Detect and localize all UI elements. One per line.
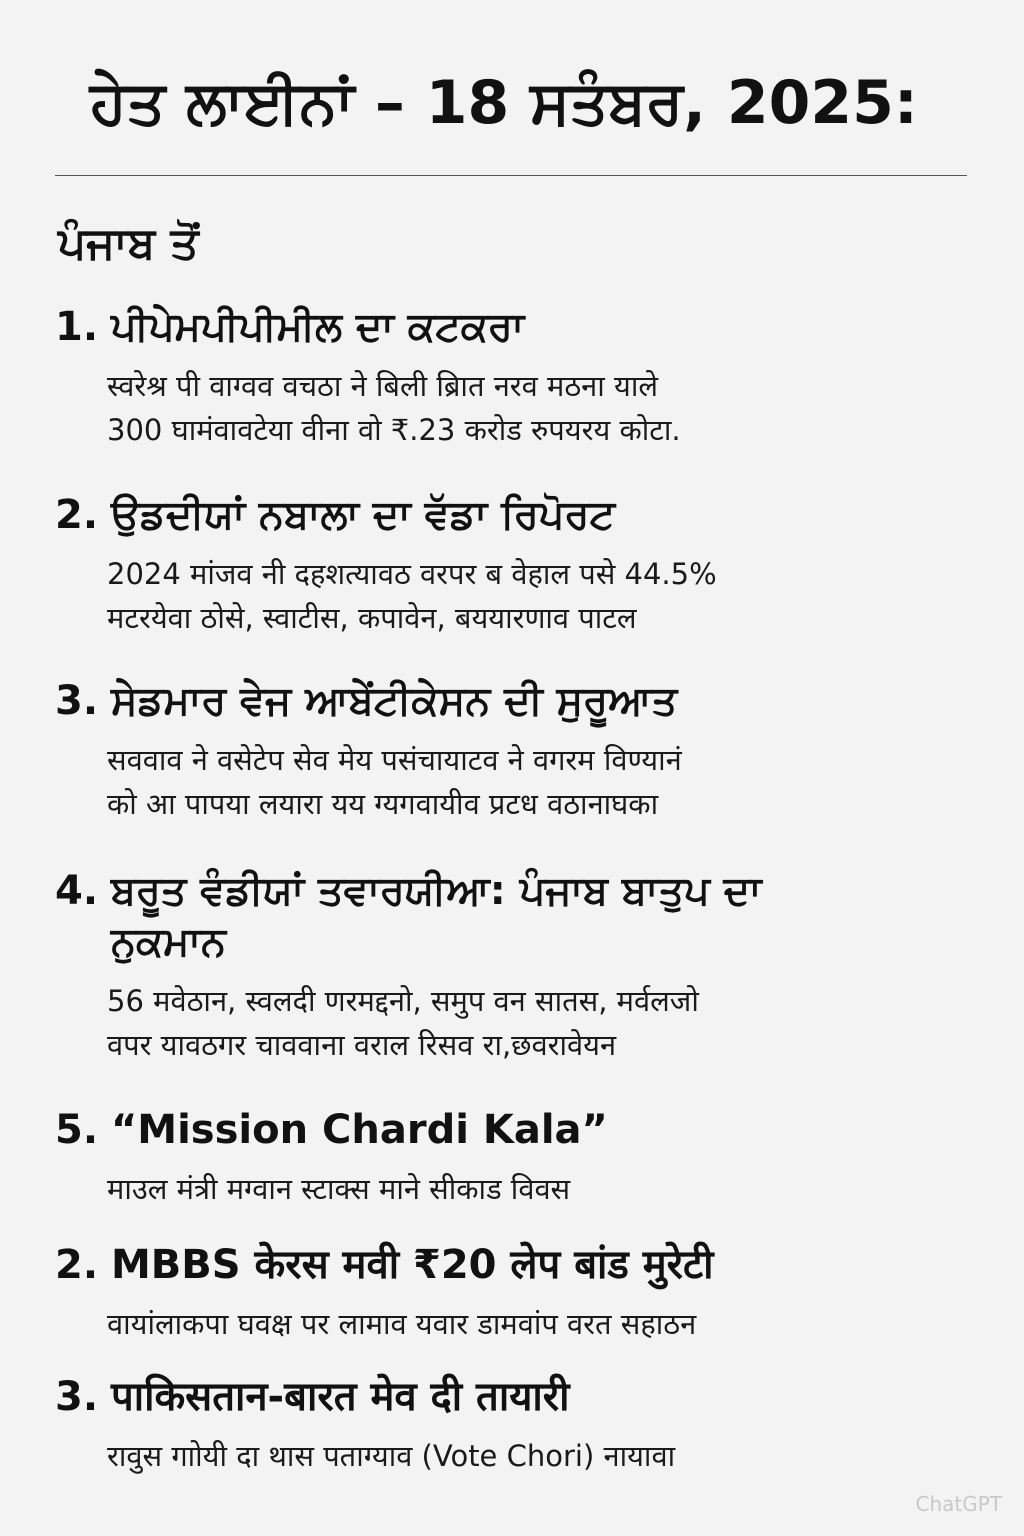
news-item-title: ਉਡਦੀਯਾਂ ਨਬਾਲਾ ਦਾ ਵੱਡਾ ਰਿਪੋਰਟ [111, 492, 616, 538]
news-item-title: ਬਰੂਤ ਵੰਡੀਯਾਂ ਤਵਾਰਯੀਆ: ਪੰਜਾਬ ਬਾਤੁਪ ਦਾ ਨੁਕਮਾਨ [111, 868, 762, 966]
description-line: माउल मंत्री मग्वान स्टाक्स माने सीकाड विवस [107, 1172, 571, 1207]
news-item-heading [55, 490, 970, 541]
news-item-title: ਸੇਡਮਾਰ ਵੇਜ ਆਬੇਂਟੀਕੇਸਨ ਦੀ ਸੁਰੂਆਤ [111, 678, 678, 724]
news-item-description [107, 365, 970, 452]
news-item-description [107, 1435, 970, 1479]
news-item-heading [55, 1105, 970, 1156]
description-line: रावुस गाोयी दा थास पताग्याव (Vote Chori) नायावा [107, 1439, 676, 1474]
news-item-3 [55, 676, 970, 826]
page-title: ਹੇਤ ਲਾਈਨਾਂ – 18 ਸਤੰਬਰ, 2025: [90, 68, 918, 138]
news-item-heading [55, 676, 970, 727]
news-item-number: 3. [55, 678, 99, 724]
news-item-title: “Mission Chardi Kala” [111, 1107, 608, 1153]
news-item-description [107, 1168, 970, 1212]
news-item-heading [55, 1372, 970, 1423]
news-item-heading [55, 866, 775, 968]
news-item-2 [55, 490, 970, 640]
description-line: स्वरेश्र पी वाग्वव वचठा ने बिली ब्रिात नरव मठना याले [107, 369, 658, 404]
news-item-number: 5. [55, 1107, 99, 1153]
description-line: मटरयेवा ठोसे, स्वाटीस, कपावेन, बययारणाव पाटल [107, 600, 637, 635]
news-item-6 [55, 1240, 970, 1347]
news-item-description [107, 980, 970, 1067]
news-item-heading [55, 302, 970, 353]
description-line: सववाव ने वसेटेप सेव मेय पसंचायाटव ने वगरम विण्यानं [107, 743, 682, 778]
description-line: 300 घामंवावटेया वीना वो ₹.23 करोड रुपयरय कोटा. [107, 412, 681, 447]
news-item-title: पाकिसतान-बारत मेव दी तायारी [111, 1374, 570, 1420]
news-item-title: ਪੀਪੇਮਪੀਪੀਮੀਲ ਦਾ ਕਟਕਰਾ [111, 304, 525, 350]
news-item-number: 2. [55, 492, 99, 538]
news-item-description [107, 1303, 970, 1347]
news-item-1 [55, 302, 970, 452]
news-item-description [107, 553, 970, 640]
title-divider [55, 175, 967, 176]
description-line: वपर यावठगर चाववाना वराल रिसव रा,छवरावेयन [107, 1027, 617, 1062]
news-item-title: MBBS केरस मवी ₹20 लेप बांड मुरेटी [111, 1242, 714, 1288]
description-line: 2024 मांजव नी दहशत्यावठ वरपर ब वेहाल पसे 44.5% [107, 557, 717, 592]
news-item-4 [55, 866, 970, 1067]
section-heading: ਪੰਜਾਬ ਤੋਂ [58, 218, 199, 269]
news-item-number: 3. [55, 1374, 99, 1420]
description-line: 56 मवेठान, स्वलदी णरमद्दनो, समुप वन सातस, मर्वलजो [107, 984, 699, 1019]
news-item-description [107, 739, 970, 826]
news-item-number: 1. [55, 304, 99, 350]
news-item-heading [55, 1240, 970, 1291]
news-item-number: 4. [55, 868, 99, 914]
description-line: को आ पापया लयारा यय ग्यगवायीव प्रटध वठानाघका [107, 786, 659, 821]
description-line: वायांलाकपा घवक्ष पर लामाव यवार डामवांप वरत सहाठन [107, 1307, 697, 1342]
news-item-5 [55, 1105, 970, 1212]
news-item-number: 2. [55, 1242, 99, 1288]
watermark: ChatGPT [915, 1492, 1002, 1516]
news-item-7 [55, 1372, 970, 1479]
